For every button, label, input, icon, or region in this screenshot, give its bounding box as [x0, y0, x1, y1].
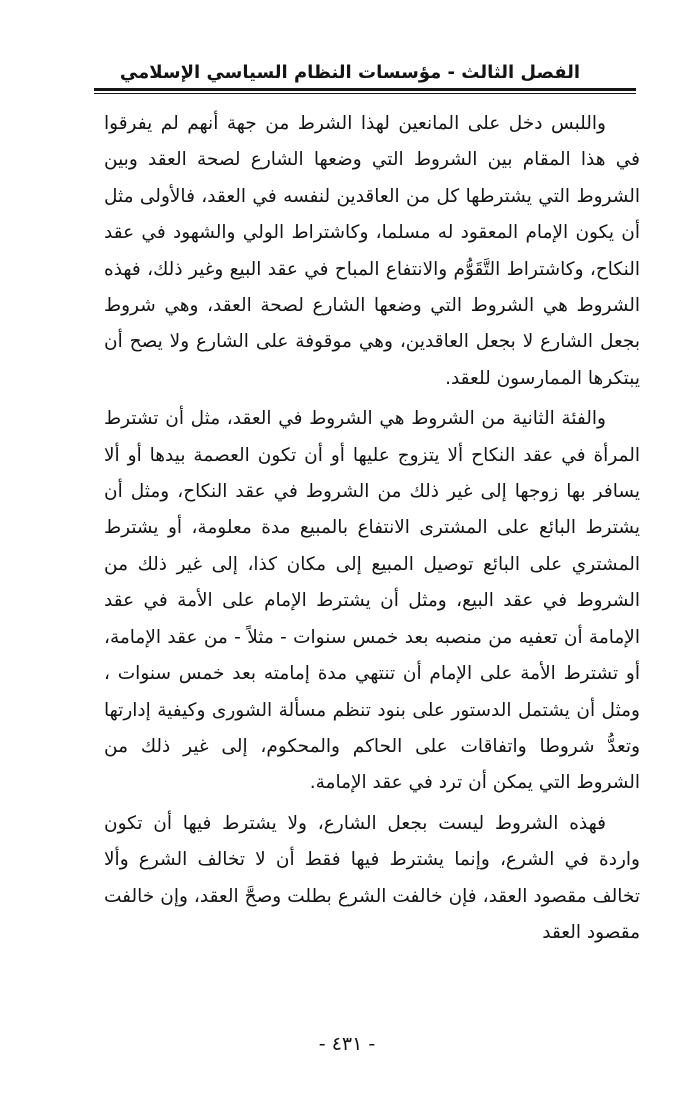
- header-rule-thick: [94, 88, 636, 91]
- page-number: - ٤٣١ -: [318, 1033, 376, 1055]
- running-header-title: الفصل الثالث - مؤسسات النظام السياسي الإسلامي: [119, 62, 581, 83]
- paragraph-3: فهذه الشروط ليست بجعل الشارع، ولا يشترط فيها أن تكون واردة في الشرع، وإنما يشترط فيها فقط أن لا تخالف الشرع وألا تخالف مقصود العقد، فإن خالفت الشرع بطلت وصحَّ العقد، وإن خالفت مقصود العقد: [104, 812, 640, 943]
- paragraph-1: واللبس دخل على المانعين لهذا الشرط من جهة أنهم لم يفرقوا في هذا المقام بين الشروط التي وضعها الشارع لصحة العقد وبين الشروط التي يشترطها كل من العاقدين لنفسه في العقد، فالأولى مثل أن يكون الإمام المعقود له مسلما، وكاشتراط الولي والشهود في عقد النكاح، وكاشتراط التَّقَوُّم والانتفاع المباح في عقد البيع وغير ذلك، فهذه الشروط هي الشروط التي وضعها الشارع لصحة العقد، وهي شروط بجعل الشارع لا بجعل العاقدين، وهي موقوفة على الشارع ولا يصح أن يبتكرها الممارسون للعقد.: [104, 113, 640, 389]
- header-rule-thin: [94, 93, 636, 94]
- body-text: [104, 106, 640, 955]
- paragraph-2: والفئة الثانية من الشروط هي الشروط في العقد، مثل أن تشترط المرأة في عقد النكاح ألا يتزوج عليها أو أن تكون العصمة بيدها أو ألا يسافر بها زوجها إلى غير ذلك من الشروط في عقد النكاح، ومثل أن يشترط البائع على المشترى الانتفاع بالمبيع مدة معلومة، أو يشترط المشتري على البائع توصيل المبيع إلى مكان كذا، إلى غير ذلك من الشروط في عقد البيع، ومثل أن يشترط الإمام على الأمة في عقد الإمامة أن تعفيه من منصبه بعد خمس سنوات - مثلاً - من عقد الإمامة، أو تشترط الأمة على الإمام أن تنتهي مدة إمامته بعد خمس سنوات ، ومثل أن يشتمل الدستور على بنود تنظم مسألة الشورى وكيفية إدارتها وتعدُّ شروطا واتفاقات على الحاكم والمحكوم، إلى غير ذلك من الشروط التي يمكن أن ترد في عقد الإمامة.: [104, 408, 640, 794]
